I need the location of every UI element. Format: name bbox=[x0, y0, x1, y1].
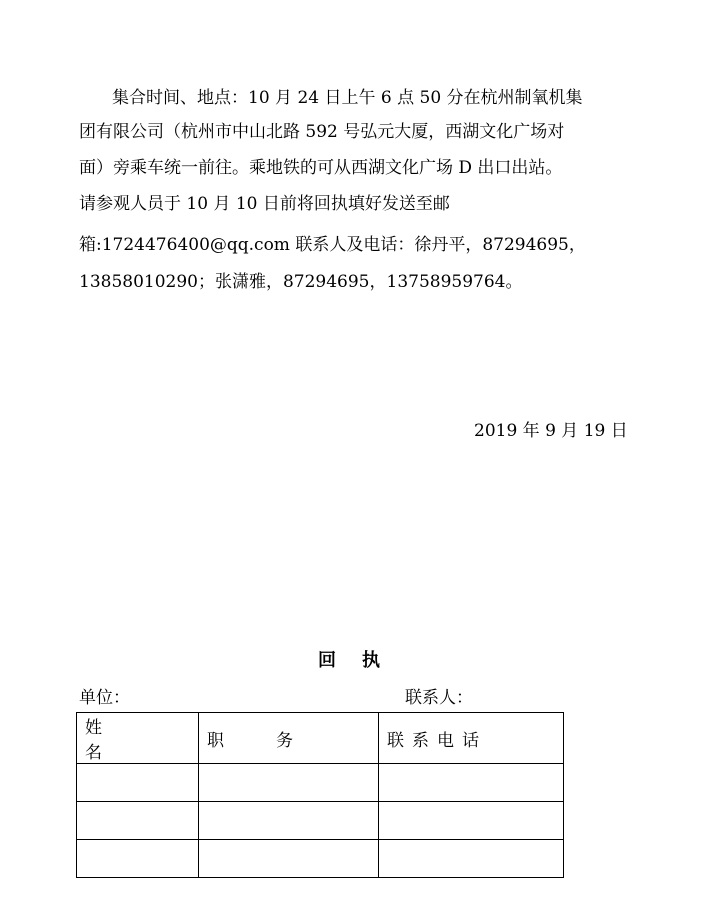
notice-line-2: 团有限公司（杭州市中山北路 592 号弘元大厦，西湖文化广场对 bbox=[79, 122, 565, 142]
receipt-title: 回执 bbox=[318, 650, 406, 671]
column-header-name: 姓名 bbox=[77, 713, 199, 764]
unit-label: 单位： bbox=[79, 688, 130, 708]
position-cell[interactable] bbox=[199, 764, 379, 802]
contact-label: 联系人： bbox=[405, 688, 473, 708]
notice-line-4: 请参观人员于 10 月 10 日前将回执填好发送至邮 bbox=[79, 194, 450, 214]
notice-line-1: 集合时间、地点：10 月 24 日上午 6 点 50 分在杭州制氧机集 bbox=[112, 88, 583, 108]
position-cell[interactable] bbox=[199, 840, 379, 878]
name-cell[interactable] bbox=[77, 840, 199, 878]
notice-line-3: 面）旁乘车统一前往。乘地铁的可从西湖文化广场 D 出口出站。 bbox=[79, 158, 563, 178]
position-cell[interactable] bbox=[199, 802, 379, 840]
table-row bbox=[77, 840, 564, 878]
notice-date: 2019 年 9 月 19 日 bbox=[474, 421, 628, 441]
receipt-table bbox=[76, 712, 564, 878]
notice-line-5: 箱:1724476400@qq.com 联系人及电话：徐丹平，87294695， bbox=[79, 235, 586, 255]
name-cell[interactable] bbox=[77, 802, 199, 840]
notice-line-6: 13858010290；张潇雅，87294695，13758959764。 bbox=[79, 272, 523, 292]
column-header-phone: 联系电话 bbox=[379, 713, 564, 764]
name-cell[interactable] bbox=[77, 764, 199, 802]
phone-cell[interactable] bbox=[379, 840, 564, 878]
column-header-position: 职务 bbox=[199, 713, 379, 764]
table-row bbox=[77, 802, 564, 840]
table-row bbox=[77, 764, 564, 802]
receipt-header-row bbox=[77, 713, 564, 764]
phone-cell[interactable] bbox=[379, 802, 564, 840]
phone-cell[interactable] bbox=[379, 764, 564, 802]
